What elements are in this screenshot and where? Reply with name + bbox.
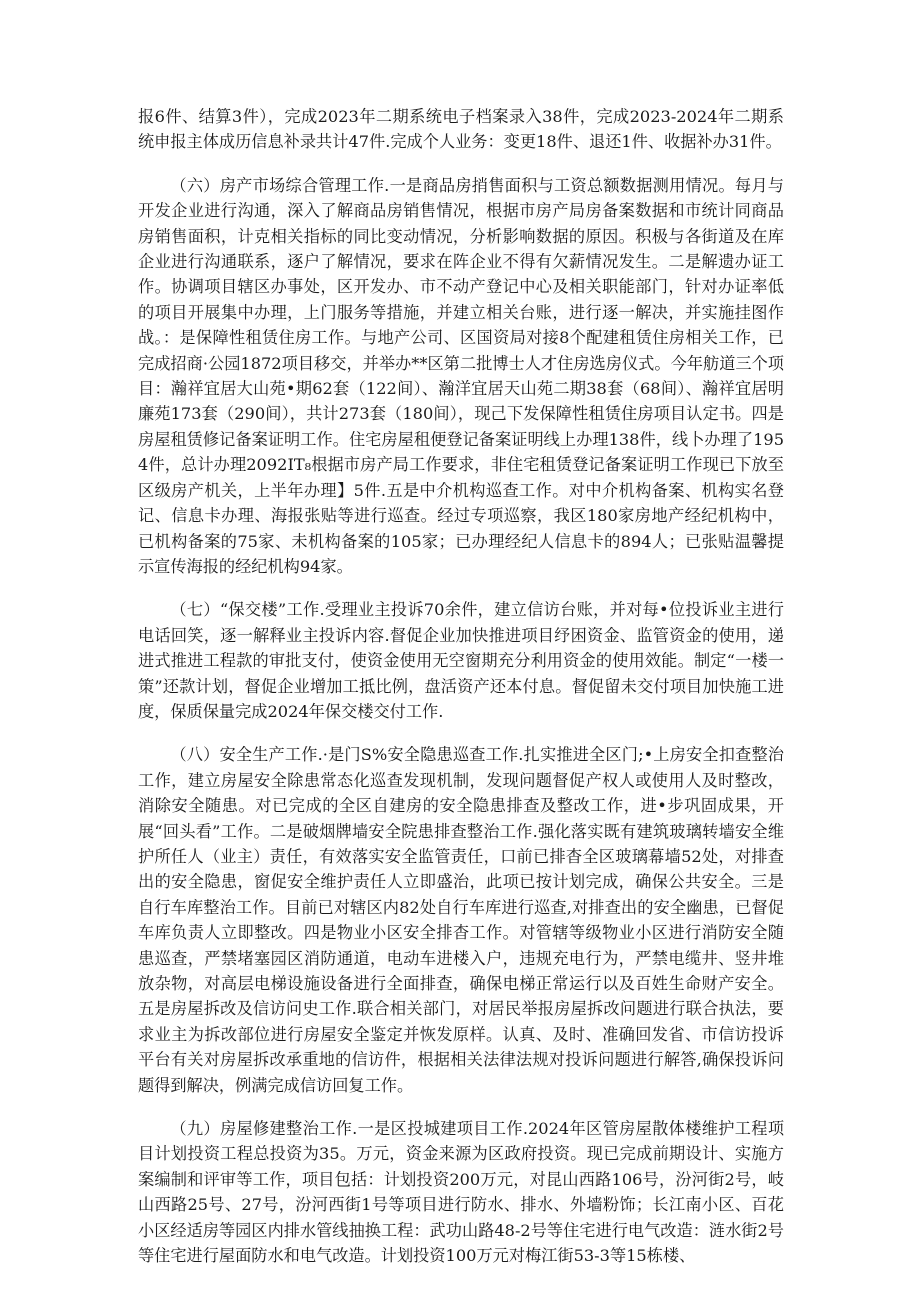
- paragraph-section-7: （七）“保交楼”工作.受理业主投诉70余件，建立信访台账，并对每•位投诉业主进行电话回笑，逐一解释业主投诉内容.督促企业加快推进项目纾困资金、监管资金的使用，递进式推进工程款的审批支付，使资金使用无空窗期充分利用资金的使用效能。制定“一楼一策”还款计划，督促企业增加工抵比例，盘活资产还本付息。督促留未交付项目加快施工进度，保质保量完成2024年保交楼交付工作.: [138, 600, 784, 721]
- document-page: [138, 104, 784, 1286]
- paragraph-section-6: （六）房产市场综合管理工作.一是商品房捎售面积与工资总额数据测用情况。每月与开发企业进行沟通，深入了解商品房销售情况，根据市房产局房备案数据和市统计同商品房销售面积，计克相关指标的同比变动情况，分析影响数据的原因。积极与各街道及在库企业进行沟通联系，逐户了解情况，要求在阵企业不得有欠薪情况发生。二是解遗办证工作。协调项目辖区办事处，区开发办、市不动产登记中心及相关职能部门，针对办证率低的项目开展集中办理，上门服务等措施，并建立相关台账，进行逐一解决，并实施挂图作战。：是保障性租赁住房工作。与地产公司、区国资局对接8个配建租赁住房相关工作，已完成招商·公园1872项目移交，并举办**区第二批博士人才住房选房仪式。今年舫道三个项目：瀚祥宜居大山苑•期62套（122间）、瀚洋宜居天山苑二期38套（68间）、瀚祥宜居明廉苑173套（290间），共计273套（180间），现己下发保障性租赁住房项目认定书。四是房屋租赁修记备案证明工作。住宅房屋租便登记备案证明线上办理138件，线卜办理了1954件，总计办理2092IT₈根据市房产局工作要求，非住宅租赁登记备案证明工作现已下放至区级房产机关，上半年办理】5件.五是中介机构巡查工作。对中介机构备案、机构实名登记、信息卡办理、海报张贴等进行巡查。经过专项巡察，我区180家房地产经纪机构中，已机构备案的75家、未机构备案的105家；已办理经纪人信息卡的894人；已张贴温馨提示宣传海报的经纪机构94家。: [138, 175, 784, 576]
- paragraph-continuation: 报6件、结算3件），完成2023年二期系统电子档案录入38件，完成2023-2024年二期系统申报主体成历信息补录共计47件.完成个人业务：变更18件、退还1件、收据补办31件。: [138, 107, 784, 152]
- paragraph-section-8: （八）安全生产工作.·是门S%安全隐患巡查工作.扎实推进全区门;•上房安全扣查整治工作，建立房屋安全除患常态化巡查发现机制，发现问题督促产权人或使用人及时整改，消除安全随患。对已完成的全区自建房的安全隐患排查及整改工作，进•步巩固成果，开展“回头看”工作。二是破烟牌墙安全院患排查整治工作.强化落实既有建筑玻璃转墙安全维护所任人（业主）责任，有效落实安全监管责任，口前已排杳全区玻璃幕墙52处，对排查出的安全隐患，窗促安全维护责任人立即盛治，此项已按计划完成，确保公共安全。三是自行车库整治工作。目前已对辖区内82处自行车库进行巡查,对排查出的安全幽患，已督促车库负责人立即整改。四是物业小区安全排杳工作。对管辖等级物业小区进行消防安全随患巡查，严禁堵塞园区消防通道，电动车进楼入户，违规充电行为，严禁电缆井、竖井堆放杂物，对高层电梯设施设备进行全面排查，确保电梯正常运行以及百姓生命财产安全。五是房屋拆改及信访问史工作.联合相关部门，对居民举报房屋拆改问题进行联合执法，要求业主为拆改部位进行房屋安全鉴定并恢发原样。认真、及时、准确回发省、市信访投诉平台有关对房屋拆改承重地的信访件，根据相关法律法规对投诉问题进行解答,确保投诉问题得到解决，例满完成信访回复工作。: [138, 745, 784, 1095]
- paragraph-section-9: （九）房屋修建整治工作.一是区投城建项目工作.2024年区管房屋散体楼维护工程项目计划投资工程总投资为35。万元，资金来源为区政府投资。现已完成前期设计、实施方案编制和评审等工作，项目包括：计划投资200万元，对昆山西路106号，汾河街2号，岐山西路25号、27号，汾河西街1号等项目进行防水、排水、外墙粉饰；长江南小区、百花小区经适房等园区内排水管线抽换工程：武功山路48-2号等住宅进行电气改造：涟水街2号等住宅进行屋面防水和电气改造。计划投资100万元对梅江街53-3等15栋楼、: [138, 1119, 785, 1266]
